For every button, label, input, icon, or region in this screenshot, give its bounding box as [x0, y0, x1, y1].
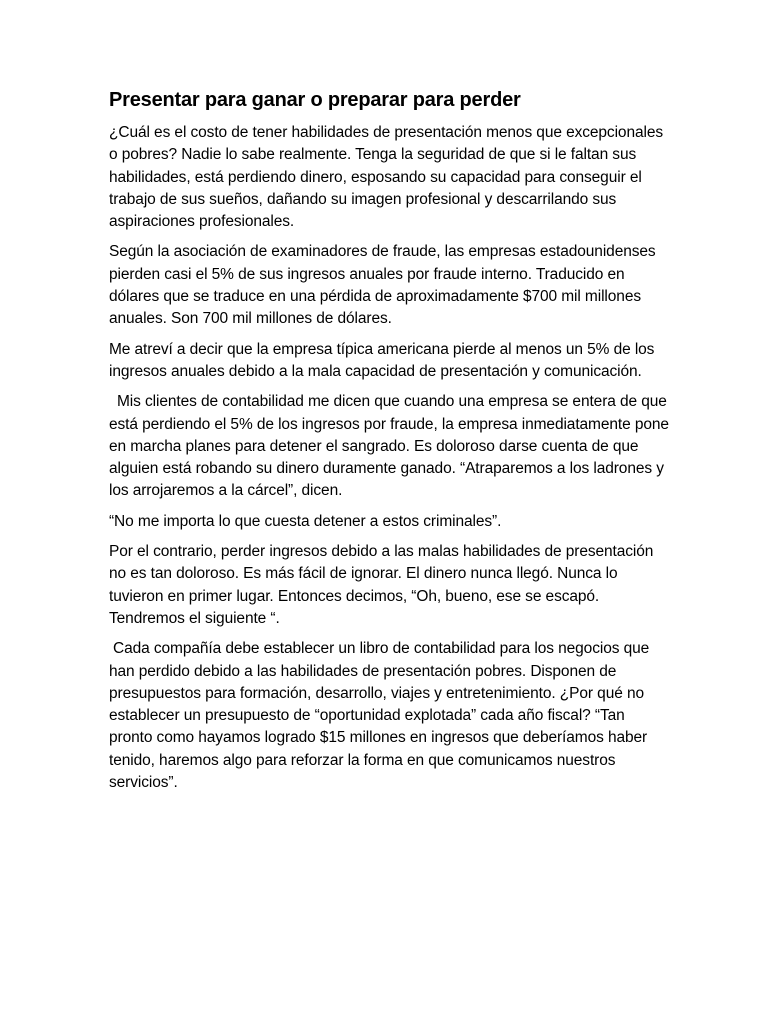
document-page: [109, 86, 669, 802]
paragraph-5: “No me importa lo que cuesta detener a estos criminales”.: [109, 512, 502, 530]
document-title: Presentar para ganar o preparar para perder: [109, 89, 521, 111]
paragraph-7: Cada compañía debe establecer un libro de contabilidad para los negocios que han perdido debido a las habilidades de presentación pobres. Disponen de presupuestos para formación, desarrollo, viajes y entretenimiento. ¿Por qué no establecer un presupuesto de “oportunidad explotada” cada año fiscal? “Tan pronto como hayamos logrado $15 millones en ingresos que deberíamos haber tenido, haremos algo para reforzar la forma en que comunicamos nuestros servicios”.: [109, 640, 650, 792]
paragraph-2: Según la asociación de examinadores de fraude, las empresas estadounidenses pierden casi el 5% de sus ingresos anuales por fraude interno. Traducido en dólares que se traduce en una pérdida de aproximadamente $700 mil millones anuales. Son 700 mil millones de dólares.: [109, 243, 656, 328]
paragraph-4: Mis clientes de contabilidad me dicen que cuando una empresa se entera de que está perdiendo el 5% de los ingresos por fraude, la empresa inmediatamente pone en marcha planes para detener el sangrado. Es doloroso darse cuenta de que alguien está robando su dinero duramente ganado. “Atraparemos a los ladrones y los arrojaremos a la cárcel”, dicen.: [109, 393, 669, 500]
paragraph-1: ¿Cuál es el costo de tener habilidades de presentación menos que excepcionales o pobres? Nadie lo sabe realmente. Tenga la seguridad de que si le faltan sus habilidades, está perdiendo dinero, esposando su capacidad para conseguir el trabajo de sus sueños, dañando su imagen profesional y descarrilando sus aspiraciones profesionales.: [109, 124, 663, 231]
paragraph-6: Por el contrario, perder ingresos debido a las malas habilidades de presentación no es tan doloroso. Es más fácil de ignorar. El dinero nunca llegó. Nunca lo tuvieron en primer lugar. Entonces decimos, “Oh, bueno, ese se escapó. Tendremos el siguiente “.: [109, 543, 654, 627]
paragraph-3: Me atreví a decir que la empresa típica americana pierde al menos un 5% de los ingresos anuales debido a la mala capacidad de presentación y comunicación.: [109, 340, 655, 380]
